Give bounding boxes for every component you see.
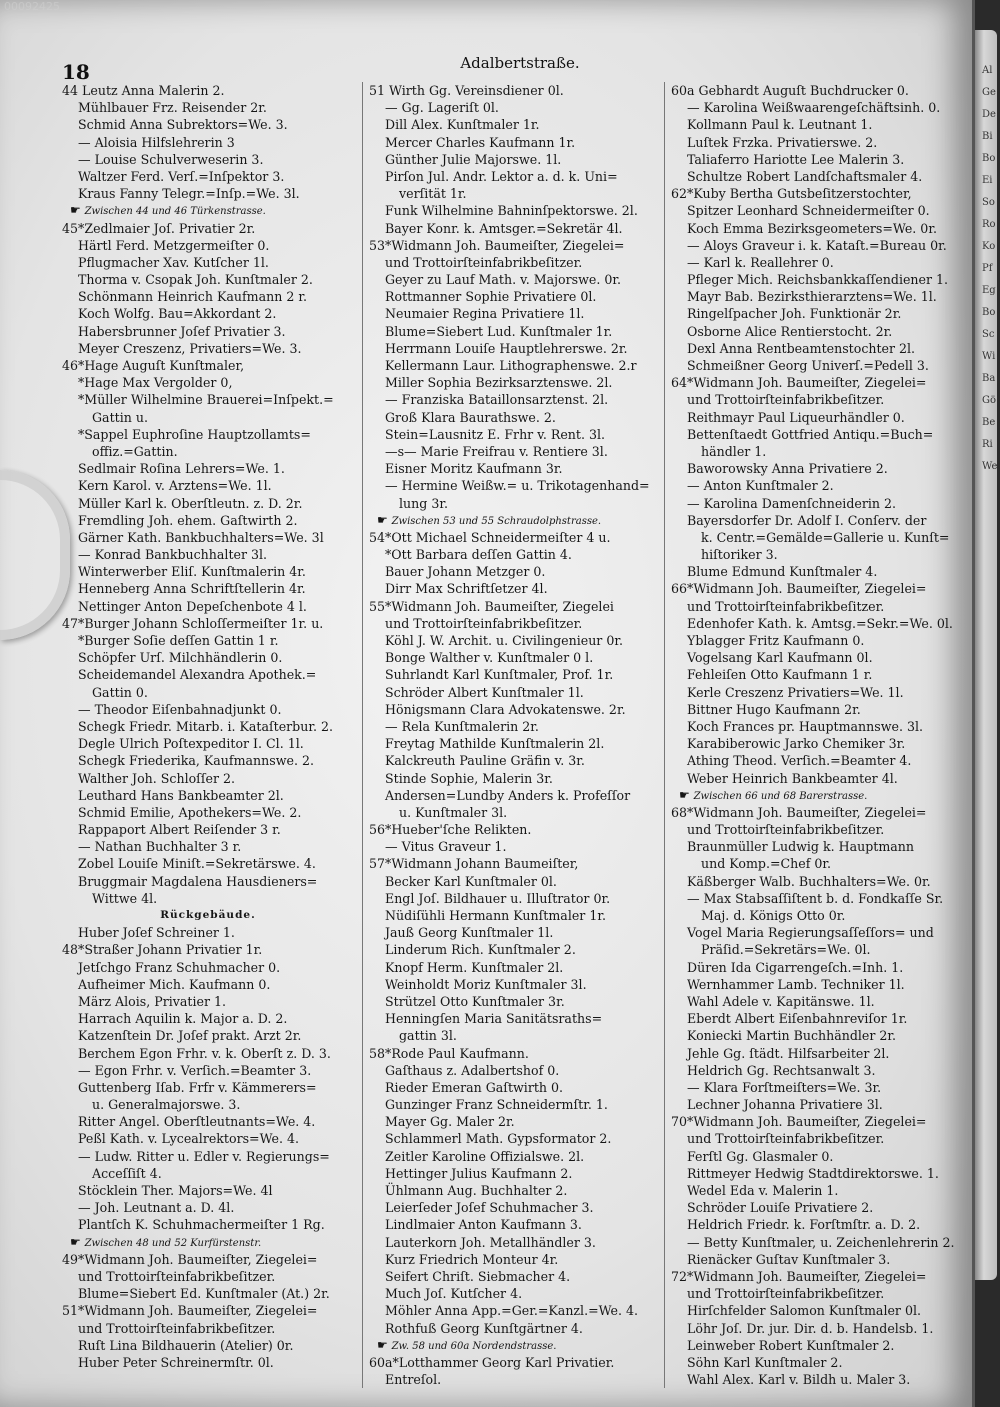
directory-entry: Henneberg Anna Schriftſtellerin 4r. (78, 581, 306, 597)
directory-entry: Ritter Angel. Oberſtleutnants=We. 4. (78, 1114, 316, 1130)
directory-entry: Freytag Mathilde Kunſtmalerin 2l. (385, 736, 605, 752)
directory-entry: offiz.=Gattin. (92, 443, 178, 459)
directory-entry: lung 3r. (399, 495, 448, 511)
cross-street-note: ☛ Zwischen 48 und 52 Kurfürstenstr. (62, 1234, 354, 1251)
directory-entry: 54*Ott Michael Schneidermeiſter 4 u. (369, 529, 611, 545)
directory-entry: Jehle Gg. ſtädt. Hilfsarbeiter 2l. (687, 1045, 890, 1061)
directory-entry: — Max Stabsaſſiſtent b. d. Fondkaſſe Sr. (687, 890, 944, 906)
directory-entry: Berchem Egon Frhr. v. k. Oberſt z. D. 3. (78, 1045, 331, 1061)
directory-entry: Zobel Louiſe Miniſt.=Sekretärswe. 4. (78, 856, 316, 872)
directory-entry: 62*Kuby Bertha Gutsbeſitzerstochter, (671, 186, 912, 202)
directory-entry: *Ott Barbara deſſen Gattin 4. (385, 547, 572, 563)
scan-id: 00092425 (4, 0, 60, 13)
directory-entry: — Nathan Buchhalter 3 r. (78, 839, 242, 855)
directory-entry: Hönigsmann Clara Advokatenswe. 2r. (385, 701, 626, 717)
directory-entry: — Aloisia Hilfslehrerin 3 (78, 134, 235, 150)
directory-entry: Kerle Creszenz Privatiers=We. 1l. (687, 684, 904, 700)
directory-entry: 56*Hueber'ſche Relikten. (369, 822, 532, 838)
directory-entry: *Sappel Euphroſine Hauptzollamts= (78, 426, 311, 442)
directory-entry: Schröder Louiſe Privatiere 2. (687, 1200, 874, 1216)
directory-entry: u. Kunſtmaler 3l. (399, 804, 508, 820)
directory-entry: Koch Frances pr. Hauptmannswe. 3l. (687, 718, 924, 734)
directory-entry: Gaſthaus z. Adalbertshof 0. (385, 1062, 560, 1078)
directory-entry: *Müller Wilhelmine Brauerei=Inſpekt.= (78, 392, 334, 408)
directory-entry: 49*Widmann Joh. Baumeiſter, Ziegelei= (62, 1251, 318, 1267)
directory-entry: Ruſt Lina Bildhauerin (Atelier) 0r. (78, 1337, 294, 1353)
directory-entry: Eberdt Albert Eiſenbahnreviſor 1r. (687, 1011, 908, 1027)
directory-entry: — Joh. Leutnant a. D. 4l. (78, 1200, 235, 1216)
next-page-fragments: Al Ge De Bi Bo Ei So Ro Ko Pf Eg Bo Sc Wi Ba Gö Be Ri We (982, 65, 998, 472)
directory-entry: Gattin u. (92, 409, 148, 425)
directory-entry: Weber Heinrich Bankbeamter 4l. (687, 770, 898, 786)
page-header: Adalbertstraße. (460, 54, 580, 72)
directory-entry: Osborne Alice Rentierstocht. 2r. (687, 323, 893, 339)
directory-entry: und Trottoirſteinfabrikbeſitzer. (687, 822, 885, 838)
directory-entry: Mayer Gg. Maler 2r. (385, 1114, 515, 1130)
directory-entry: Seifert Chriſt. Siebmacher 4. (385, 1268, 571, 1284)
directory-entry: Neumaier Regina Privatiere 1l. (385, 306, 585, 322)
directory-entry: Kern Karol. v. Arztens=We. 1l. (78, 478, 272, 494)
directory-entry: Ferſtl Gg. Glasmaler 0. (687, 1148, 834, 1164)
directory-entry: Heldrich Gg. Rechtsanwalt 3. (687, 1062, 876, 1078)
directory-entry: Bauer Johann Metzger 0. (385, 564, 546, 580)
column-1 (62, 82, 354, 1371)
directory-entry: — Egon Frhr. v. Verſich.=Beamter 3. (78, 1062, 312, 1078)
directory-entry: Andersen=Lundby Anders k. Profeſſor (385, 787, 631, 803)
directory-entry: Engl Joſ. Bildhauer u. Illuſtrator 0r. (385, 890, 611, 906)
directory-entry: Braunmüller Ludwig k. Hauptmann (687, 839, 915, 855)
directory-entry: Koch Wolfg. Bau=Akkordant 2. (78, 306, 277, 322)
directory-entry: Huber Joſef Schreiner 1. (78, 925, 235, 941)
directory-entry: Harrach Aquilin k. Major a. D. 2. (78, 1011, 288, 1027)
directory-entry: — Franziska Bataillonsarztenst. 2l. (385, 392, 609, 408)
directory-entry: Habersbrunner Joſef Privatier 3. (78, 323, 286, 339)
directory-entry: Blume=Siebert Lud. Kunſtmaler 1r. (385, 323, 613, 339)
directory-entry: Miller Sophia Bezirksarztenswe. 2l. (385, 375, 613, 391)
directory-entry: Günther Julie Majorswe. 1l. (385, 151, 562, 167)
directory-entry: Vogelsang Karl Kaufmann 0l. (687, 650, 873, 666)
directory-entry: — Ludw. Ritter u. Edler v. Regierungs= (78, 1148, 330, 1164)
directory-entry: — Rela Kunſtmalerin 2r. (385, 718, 539, 734)
directory-entry: Heldrich Friedr. k. Forſtmſtr. a. D. 2. (687, 1217, 921, 1233)
directory-entry: Nüdiſühli Hermann Kunſtmaler 1r. (385, 908, 606, 923)
directory-entry: — Konrad Bankbuchhalter 3l. (78, 547, 268, 563)
directory-entry: und Trottoirſteinfabrikbeſitzer. (385, 615, 583, 631)
directory-entry: u. Generalmajorswe. 3. (92, 1097, 241, 1113)
directory-entry: — Gg. Lageriſt 0l. (385, 100, 499, 116)
directory-entry: k. Centr.=Gemälde=Gallerie u. Kunſt= (701, 529, 950, 545)
directory-entry: Käßberger Walb. Buchhalters=We. 0r. (687, 873, 931, 889)
directory-entry: —s— Marie Freifrau v. Rentiere 3l. (385, 443, 608, 459)
directory-entry: Maj. d. Königs Otto 0r. (701, 908, 846, 923)
section-subheading: Rückgebäude. (160, 909, 256, 921)
directory-entry: Kalckreuth Pauline Gräfin v. 3r. (385, 753, 585, 769)
directory-entry: Schegk Friederika, Kaufmannswe. 2. (78, 753, 314, 769)
directory-entry: Möhler Anna App.=Ger.=Kanzl.=We. 4. (385, 1303, 639, 1319)
directory-entry: Blume Edmund Kunſtmaler 4. (687, 564, 878, 580)
directory-entry: Löhr Joſ. Dr. jur. Dir. d. b. Handelsb. 1. (687, 1320, 934, 1336)
directory-entry: Edenhofer Kath. k. Amtsg.=Sekr.=We. 0l. (687, 615, 953, 631)
directory-entry: Schmeißner Georg Univerſ.=Pedell 3. (687, 358, 929, 373)
directory-entry: Reithmayr Paul Liqueurhändler 0. (687, 409, 905, 425)
directory-entry: — Aloys Graveur i. k. Kataſt.=Bureau 0r. (687, 237, 947, 253)
column-2 (362, 82, 665, 1388)
directory-entry: Guttenberg Iſab. Frfr v. Kämmerers= (78, 1079, 317, 1095)
directory-entry: Pflugmacher Xav. Kutſcher 1l. (78, 254, 269, 270)
directory-entry: Baworowsky Anna Privatiere 2. (687, 461, 888, 477)
directory-entry: Rienäcker Guſtav Kunſtmaler 3. (687, 1251, 891, 1267)
directory-entry: Scheidemandel Alexandra Apothek.= (78, 667, 317, 683)
directory-entry: Mayr Bab. Bezirksthierarztens=We. 1l. (687, 289, 937, 305)
directory-entry: Funk Wilhelmine Bahninſpektorswe. 2l. (385, 203, 638, 219)
directory-entry: Suhrlandt Karl Kunſtmaler, Prof. 1r. (385, 667, 614, 683)
directory-entry: — Theodor Eiſenbahnadjunkt 0. (78, 701, 282, 717)
directory-entry: und Komp.=Chef 0r. (701, 856, 832, 872)
directory-entry: Schröder Albert Kunſtmaler 1l. (385, 684, 584, 700)
directory-entry: Schultze Robert Landſchaftsmaler 4. (687, 168, 923, 184)
directory-entry: Bonge Walther v. Kunſtmaler 0 l. (385, 650, 594, 666)
directory-entry: Stöcklein Ther. Majors=We. 4l (78, 1183, 273, 1198)
directory-entry: 44 Leutz Anna Malerin 2. (62, 83, 225, 98)
directory-entry: März Alois, Privatier 1. (78, 993, 226, 1009)
directory-entry: Köhl J. W. Archit. u. Civilingenieur 0r. (385, 633, 623, 648)
directory-entry: — Anton Kunſtmaler 2. (687, 478, 834, 494)
directory-entry: Thorma v. Csopak Joh. Kunſtmaler 2. (78, 272, 313, 288)
directory-entry: Wernhammer Lamb. Techniker 1l. (687, 976, 905, 992)
cross-street-note: ☛ Zw. 58 und 60a Nordendstrasse. (369, 1337, 665, 1354)
directory-entry: Söhn Karl Kunſtmaler 2. (687, 1354, 843, 1370)
directory-entry: Schmid Anna Subrektors=We. 3. (78, 117, 288, 133)
directory-entry: 47*Burger Johann Schloſſermeiſter 1r. u. (62, 615, 324, 631)
directory-entry: Gunzinger Franz Schneidermſtr. 1. (385, 1097, 608, 1113)
directory-entry: Jetſchgo Franz Schuhmacher 0. (78, 959, 281, 975)
cross-street-note: ☛ Zwischen 53 und 55 Schraudolphstrasse. (369, 512, 665, 529)
directory-entry: 64*Widmann Joh. Baumeiſter, Ziegelei= (671, 375, 927, 391)
directory-entry: Kollmann Paul k. Leutnant 1. (687, 117, 873, 133)
directory-entry: Winterwerber Eliſ. Kunſtmalerin 4r. (78, 564, 306, 580)
directory-entry: — Klara Forſtmeiſters=We. 3r. (687, 1079, 882, 1095)
directory-entry: Luſtek Frzka. Privatierswe. 2. (687, 134, 878, 150)
directory-entry: — Betty Kunſtmaler, u. Zeichenlehrerin 2. (687, 1234, 955, 1250)
directory-entry: Sedlmair Roſina Lehrers=We. 1. (78, 461, 285, 477)
directory-entry: Schmid Emilie, Apothekers=We. 2. (78, 804, 302, 820)
directory-entry: 48*Straßer Johann Privatier 1r. (62, 942, 263, 958)
directory-entry: Aufheimer Mich. Kaufmann 0. (78, 976, 271, 992)
directory-entry: Nettinger Anton Depeſchenbote 4 l. (78, 598, 307, 614)
directory-entry: und Trottoirſteinfabrikbeſitzer. (687, 392, 885, 408)
directory-entry: Gärner Kath. Bankbuchhalters=We. 3l (78, 529, 324, 545)
cross-street-note: ☛ Zwischen 66 und 68 Barerstrasse. (671, 787, 956, 804)
directory-entry: Wahl Alex. Karl v. Bildh u. Maler 3. (687, 1372, 911, 1388)
directory-entry: — Hermine Weißw.= u. Trikotagenhand= (385, 478, 650, 494)
directory-entry: und Trottoirſteinfabrikbeſitzer. (385, 254, 583, 270)
cross-street-note: ☛ Zwischen 44 und 46 Türkenstrasse. (62, 202, 354, 219)
directory-entry: Kellermann Laur. Lithographenswe. 2.r (385, 358, 637, 373)
directory-entry: Fremdling Joh. ehem. Gaſtwirth 2. (78, 512, 298, 528)
directory-entry: 57*Widmann Johann Baumeiſter, (369, 856, 579, 872)
directory-entry: 45*Zedlmaier Joſ. Privatier 2r. (62, 220, 256, 236)
directory-entry: Plantſch K. Schuhmachermeiſter 1 Rg. (78, 1217, 325, 1233)
directory-entry: Kurz Friedrich Monteur 4r. (385, 1251, 559, 1267)
directory-entry: Lindlmaier Anton Kaufmann 3. (385, 1217, 582, 1233)
directory-entry: *Burger Soſie deſſen Gattin 1 r. (78, 633, 279, 648)
directory-entry: 60a*Lotthammer Georg Karl Privatier. (369, 1354, 615, 1370)
directory-entry: Schöpfer Urſ. Milchhändlerin 0. (78, 650, 283, 666)
directory-entry: Wedel Eda v. Malerin 1. (687, 1183, 839, 1198)
directory-entry: Müller Karl k. Oberſtleutn. z. D. 2r. (78, 495, 303, 511)
directory-entry: und Trottoirſteinfabrikbeſitzer. (78, 1268, 276, 1284)
directory-entry: Knopf Herm. Kunſtmaler 2l. (385, 959, 564, 975)
directory-entry: und Trottoirſteinfabrikbeſitzer. (687, 598, 885, 614)
column-3 (664, 82, 956, 1388)
directory-entry: und Trottoirſteinfabrikbeſitzer. (687, 1131, 885, 1147)
directory-entry: hiſtoriker 3. (701, 547, 778, 563)
directory-entry: Groß Klara Baurathswe. 2. (385, 409, 556, 425)
directory-entry: Schegk Friedr. Mitarb. i. Kataſterbur. 2. (78, 718, 334, 734)
directory-entry: Walther Joh. Schloſſer 2. (78, 770, 235, 786)
directory-entry: 46*Hage Auguſt Kunſtmaler, (62, 358, 245, 373)
directory-entry: Rittmeyer Hedwig Stadtdirektorswe. 1. (687, 1165, 939, 1181)
directory-entry: Katzenſtein Dr. Joſef prakt. Arzt 2r. (78, 1028, 302, 1044)
page-number: 18 (62, 60, 90, 84)
directory-entry: und Trottoirſteinfabrikbeſitzer. (78, 1320, 276, 1336)
directory-entry: Pirſon Jul. Andr. Lektor a. d. k. Uni= (385, 168, 618, 184)
directory-entry: Waltzer Ferd. Verſ.=Inſpektor 3. (78, 168, 285, 184)
directory-entry: Peßl Kath. v. Lycealrektors=We. 4. (78, 1131, 299, 1147)
directory-entry: und Trottoirſteinfabrikbeſitzer. (687, 1286, 885, 1302)
directory-entry: Hettinger Julius Kaufmann 2. (385, 1165, 573, 1181)
directory-entry: — Karl k. Reallehrer 0. (687, 254, 834, 270)
directory-entry: Vogel Maria Regierungsaſſeſſors= und (687, 925, 934, 941)
directory-entry: Rappaport Albert Reiſender 3 r. (78, 822, 281, 838)
directory-entry: Taliaferro Hariotte Lee Malerin 3. (687, 151, 905, 167)
directory-entry: Strützel Otto Kunſtmaler 3r. (385, 993, 565, 1009)
directory-entry: Entreſol. (385, 1372, 442, 1388)
directory-entry: Leinweber Robert Kunſtmaler 2. (687, 1337, 895, 1353)
directory-entry: Präſid.=Sekretärs=We. 0l. (701, 942, 871, 958)
directory-entry: Fehleiſen Otto Kaufmann 1 r. (687, 667, 873, 683)
directory-entry: 51 Wirth Gg. Vereinsdiener 0l. (369, 83, 564, 98)
directory-entry: Bruggmair Magdalena Hausdieners= (78, 873, 318, 889)
directory-entry: Zeitler Karoline Offizialswe. 2l. (385, 1148, 585, 1164)
directory-entry: Koch Emma Bezirksgeometers=We. 0r. (687, 220, 937, 236)
directory-entry: Linderum Rich. Kunſtmaler 2. (385, 942, 576, 958)
directory-entry: — Karolina Weißwaarengeſchäftsinh. 0. (687, 100, 941, 116)
directory-entry: 51*Widmann Joh. Baumeiſter, Ziegelei= (62, 1303, 318, 1319)
directory-entry: Koniecki Martin Buchhändler 2r. (687, 1028, 897, 1044)
directory-entry: Leuthard Hans Bankbeamter 2l. (78, 787, 284, 803)
directory-entry: 60a Gebhardt Auguſt Buchdrucker 0. (671, 83, 909, 98)
directory-entry: *Hage Max Vergolder 0, (78, 375, 233, 391)
directory-entry: — Louise Schulverweserin 3. (78, 151, 264, 167)
directory-entry: Ühlmann Aug. Buchhalter 2. (385, 1183, 568, 1198)
directory-entry: — Vitus Graveur 1. (385, 839, 507, 855)
directory-entry: Kraus Fanny Telegr.=Inſp.=We. 3l. (78, 186, 300, 202)
directory-entry: Degle Ulrich Poſtexpeditor I. Cl. 1l. (78, 736, 304, 752)
directory-entry: Acceſſiſt 4. (92, 1165, 162, 1181)
directory-entry: Stinde Sophie, Malerin 3r. (385, 770, 553, 786)
directory-entry: Rieder Emeran Gaſtwirth 0. (385, 1079, 564, 1095)
directory-entry: Yblagger Fritz Kaufmann 0. (687, 633, 865, 648)
directory-entry: 68*Widmann Joh. Baumeiſter, Ziegelei= (671, 804, 927, 820)
directory-entry: Mühlbauer Frz. Reisender 2r. (78, 100, 267, 116)
directory-entry: Stein=Lausnitz E. Frhr v. Rent. 3l. (385, 426, 605, 442)
directory-entry: Schönmann Heinrich Kaufmann 2 r. (78, 289, 307, 305)
directory-entry: Spitzer Leonhard Schneidermeiſter 0. (687, 203, 930, 219)
directory-entry: Ringelſpacher Joh. Funktionär 2r. (687, 306, 902, 322)
directory-entry: Rottmanner Sophie Privatiere 0l. (385, 289, 597, 305)
directory-entry: verſität 1r. (399, 186, 467, 202)
directory-entry: Bittner Hugo Kaufmann 2r. (687, 701, 861, 717)
directory-entry: — Karolina Damenſchneiderin 2. (687, 495, 897, 511)
directory-entry: Gattin 0. (92, 684, 148, 700)
directory-entry: Dexl Anna Rentbeamtenstochter 2l. (687, 340, 916, 356)
directory-entry: Huber Peter Schreinermſtr. 0l. (78, 1354, 274, 1370)
directory-entry: Much Joſ. Kutſcher 4. (385, 1286, 523, 1302)
directory-entry: Jauß Georg Kunſtmaler 1l. (385, 925, 554, 941)
directory-entry: Bayersdorfer Dr. Adolf I. Conſerv. der (687, 512, 927, 528)
directory-entry: Wittwe 4l. (92, 890, 158, 906)
directory-entry: 66*Widmann Joh. Baumeiſter, Ziegelei= (671, 581, 927, 597)
directory-entry: Herrmann Louiſe Hauptlehrerswe. 2r. (385, 340, 628, 356)
directory-entry: 70*Widmann Joh. Baumeiſter, Ziegelei= (671, 1114, 927, 1130)
directory-entry: Düren Ida Cigarrengeſch.=Inh. 1. (687, 959, 904, 975)
directory-entry: 53*Widmann Joh. Baumeiſter, Ziegelei= (369, 237, 625, 253)
directory-entry: Meyer Creszenz, Privatiers=We. 3. (78, 340, 302, 356)
directory-entry: Hirſchfelder Salomon Kunſtmaler 0l. (687, 1303, 921, 1319)
directory-entry: Weinholdt Moriz Kunſtmaler 3l. (385, 976, 587, 992)
directory-entry: Athing Theod. Verſich.=Beamter 4. (687, 753, 912, 769)
directory-entry: Henningſen Maria Sanitätsraths= (385, 1011, 603, 1027)
directory-entry: 72*Widmann Joh. Baumeiſter, Ziegelei= (671, 1268, 927, 1284)
directory-entry: gattin 3l. (399, 1028, 457, 1044)
directory-entry: Pfleger Mich. Reichsbankkaſſendiener 1. (687, 272, 949, 288)
directory-entry: Eisner Moritz Kaufmann 3r. (385, 461, 563, 477)
directory-entry: händler 1. (701, 443, 767, 459)
directory-entry: Schlammerl Math. Gypsformator 2. (385, 1131, 612, 1147)
directory-entry: Dill Alex. Kunſtmaler 1r. (385, 117, 540, 133)
directory-entry: 55*Widmann Joh. Baumeiſter, Ziegelei (369, 598, 614, 614)
directory-entry: Geyer zu Lauf Math. v. Majorswe. 0r. (385, 272, 621, 288)
directory-entry: Karabiberowic Jarko Chemiker 3r. (687, 736, 906, 752)
directory-entry: 58*Rode Paul Kaufmann. (369, 1045, 529, 1061)
directory-entry: Rothfuß Georg Kunſtgärtner 4. (385, 1320, 583, 1336)
directory-entry: Lechner Johanna Privatiere 3l. (687, 1097, 883, 1113)
directory-entry: Blume=Siebert Ed. Kunſtmaler (At.) 2r. (78, 1286, 330, 1302)
directory-entry: Becker Karl Kunſtmaler 0l. (385, 873, 557, 889)
directory-entry: Bettenſtaedt Gottfried Antiqu.=Buch= (687, 426, 934, 442)
directory-entry: Wahl Adele v. Kapitänswe. 1l. (687, 993, 875, 1009)
directory-entry: Dirr Max Schriftſetzer 4l. (385, 581, 548, 597)
directory-entry: Leierſeder Joſef Schuhmacher 3. (385, 1200, 594, 1216)
directory-entry: Mercer Charles Kaufmann 1r. (385, 134, 576, 150)
directory-entry: Härtl Ferd. Metzgermeiſter 0. (78, 237, 270, 253)
directory-entry: Bayer Konr. k. Amtsger.=Sekretär 4l. (385, 220, 623, 236)
directory-entry: Lauterkorn Joh. Metallhändler 3. (385, 1234, 596, 1250)
